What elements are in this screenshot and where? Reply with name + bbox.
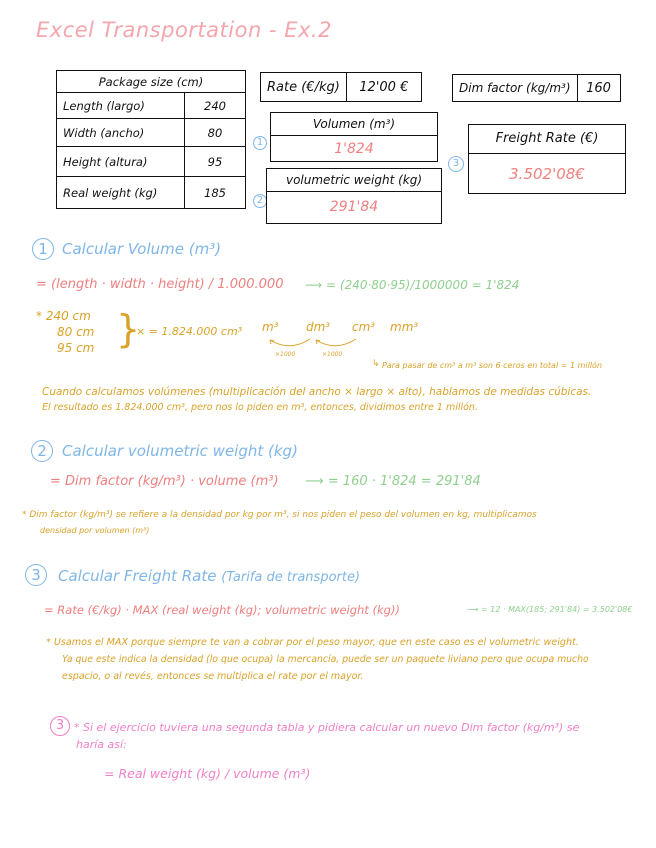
unit-note: Para pasar de cm³ a m³ son 6 ceros en total = 1 millón (382, 361, 603, 370)
step-1-result (305, 278, 519, 292)
step-1-note-product: × = 1.824.000 cm³ (136, 325, 243, 338)
extra-marker-icon: 3 (50, 716, 70, 736)
real-weight-label: Real weight (kg) (57, 177, 185, 209)
brace-icon: } (116, 307, 141, 351)
step-2-note-2: densidad por volumen (m³) (40, 526, 150, 535)
step-1-paragraph-1: Cuando calculamos volúmenes (multiplicación del ancho × largo × alto), hablamos de medidas cúbicas. (42, 386, 592, 398)
extra-note-line-1: * Si el ejercicio tuviera una segunda tabla y pidiera calcular un nuevo Dim factor (kg/m³) se (74, 721, 580, 734)
rate-box (260, 72, 422, 102)
unit-m3: m³ (262, 320, 279, 334)
table-row (57, 119, 246, 147)
step-2-result (305, 474, 481, 489)
step-1-note-line-1: * 240 cm (36, 309, 91, 323)
width-label: Width (ancho) (57, 119, 185, 147)
real-weight-value: 185 (185, 177, 246, 209)
length-label: Length (largo) (57, 93, 185, 119)
step-1-paragraph-2: El resultado es 1.824.000 cm³, pero nos lo piden en m³, entonces, dividimos entre 1 millón. (42, 402, 478, 413)
unit-arrow-label-a: ×1000 (275, 351, 296, 358)
page-title: Excel Transportation - Ex.2 (36, 18, 332, 42)
step-2-heading: Calcular volumetric weight (kg) (62, 442, 298, 460)
marker-1-icon: 1 (253, 136, 267, 150)
unit-note-arrow-icon: ↳ (372, 359, 380, 369)
rate-value: 12'00 € (346, 73, 421, 102)
arrow-icon: ⟶ (467, 605, 482, 614)
step-3-heading-sub: (Tarifa de transporte) (221, 570, 361, 585)
step-1-result-text: = (240·80·95)/1000000 = 1'824 (326, 278, 520, 292)
unit-cm3: cm³ (352, 320, 376, 334)
arrow-icon: ⟶ (305, 474, 328, 489)
dim-factor-box (452, 74, 621, 102)
step-3-result-text: = 12 · MAX(185; 291'84) = 3.502'08€ (481, 605, 633, 614)
volumetric-weight-box (266, 168, 442, 224)
height-value: 95 (185, 147, 246, 177)
unit-arrow-label-b: ×1000 (322, 351, 343, 358)
volumetric-weight-value: 291'84 (329, 199, 379, 215)
dim-factor-label: Dim factor (kg/m³) (453, 75, 578, 102)
step-1-formula: = (length · width · height) / 1.000.000 (36, 277, 284, 292)
volumen-label: Volumen (m³) (271, 113, 437, 136)
step-3-note-3: espacio, o al revés, entonces se multiplica el rate por el mayor. (62, 671, 364, 682)
volumetric-weight-label: volumetric weight (kg) (267, 169, 441, 192)
step-3-heading (58, 567, 360, 585)
step-1-number-icon: 1 (32, 238, 54, 260)
extra-note-line-2: haría así: (76, 738, 127, 751)
table-row (57, 147, 246, 177)
table-row (57, 93, 246, 119)
step-2-formula: = Dim factor (kg/m³) · volume (m³) (50, 474, 279, 489)
step-2-note-1: * Dim factor (kg/m³) se refiere a la densidad por kg por m³, si nos piden el peso del volumen en kg, multiplicamos (22, 510, 537, 520)
volumen-value: 1'824 (334, 141, 374, 157)
dim-factor-value: 160 (577, 75, 620, 102)
width-value: 80 (185, 119, 246, 147)
unit-dm3: dm³ (306, 320, 331, 334)
step-3-heading-main: Calcular Freight Rate (58, 567, 217, 585)
package-size-table (56, 70, 246, 209)
marker-3-icon: 3 (448, 156, 464, 172)
length-value: 240 (185, 93, 246, 119)
step-2-result-text: = 160 · 1'824 = 291'84 (327, 474, 481, 489)
step-3-note-1: * Usamos el MAX porque siempre te van a cobrar por el peso mayor, que en este caso es el volumetric weight. (46, 637, 579, 648)
step-1-note-line-2: 80 cm (57, 325, 95, 339)
freight-rate-box (468, 124, 626, 194)
step-1-note-line-3: 95 cm (57, 341, 95, 355)
step-3-formula: = Rate (€/kg) · MAX (real weight (kg); volumetric weight (kg)) (44, 603, 400, 617)
freight-rate-value: 3.502'08€ (509, 165, 585, 183)
table-row (57, 177, 246, 209)
step-3-result (467, 605, 632, 614)
step-3-note-2: Ya que este indica la densidad (lo que ocupa) la mercancía, puede ser un paquete liviano pero que ocupa mucho (62, 654, 589, 665)
extra-formula: = Real weight (kg) / volume (m³) (104, 766, 311, 781)
step-3-number-icon: 3 (25, 564, 47, 586)
marker-2-icon: 2 (253, 194, 267, 208)
volumen-box (270, 112, 438, 162)
step-1-heading: Calcular Volume (m³) (62, 240, 222, 258)
height-label: Height (altura) (57, 147, 185, 177)
unit-mm3: mm³ (390, 320, 419, 334)
freight-rate-label: Freight Rate (€) (469, 125, 625, 154)
package-size-header: Package size (cm) (57, 71, 246, 93)
step-2-number-icon: 2 (31, 440, 53, 462)
rate-label: Rate (€/kg) (261, 73, 347, 102)
arrow-icon: ⟶ (305, 278, 327, 292)
